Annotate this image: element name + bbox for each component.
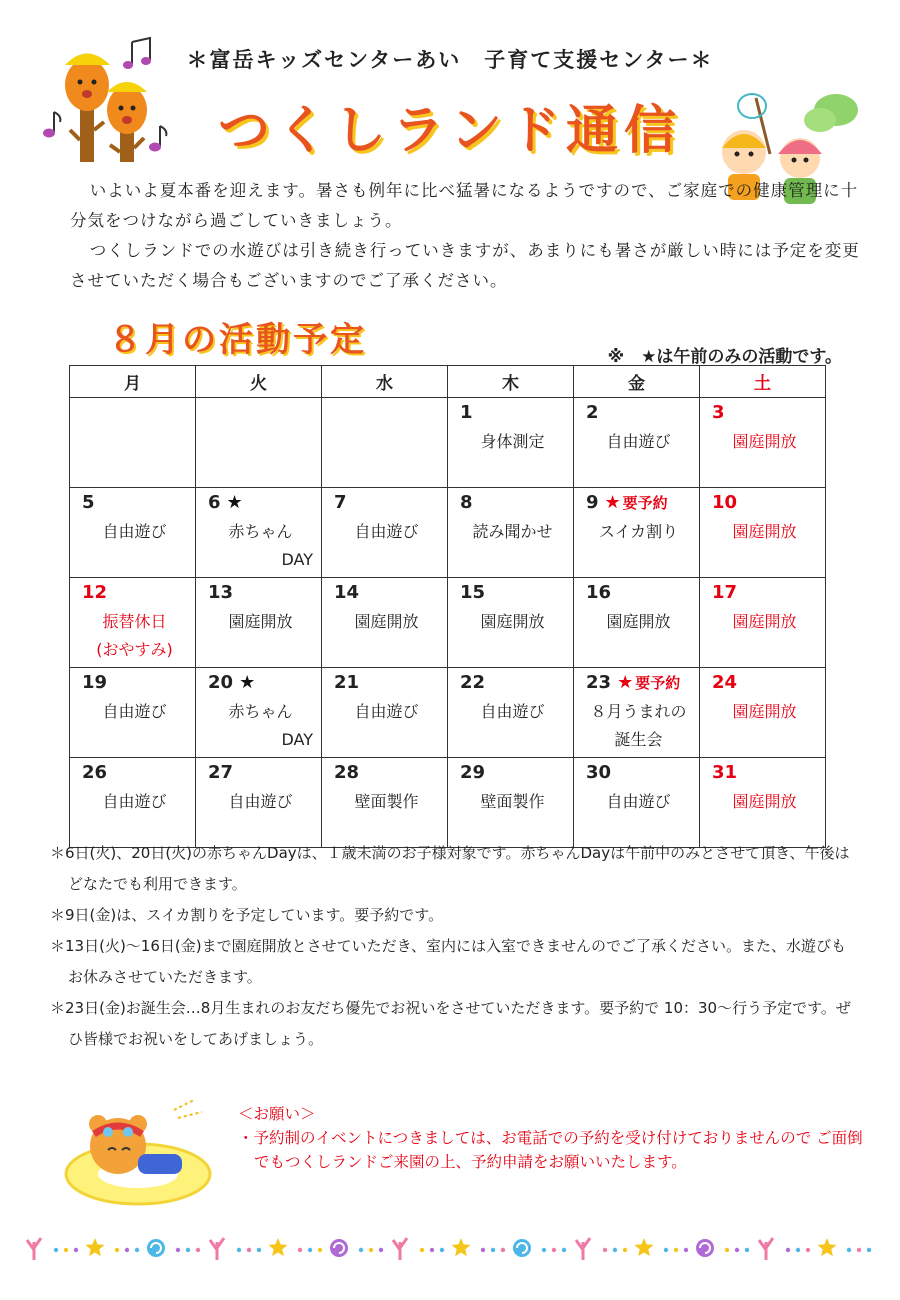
bubble-dot (186, 1248, 190, 1252)
calendar-day-cell (322, 578, 448, 668)
day-line (82, 582, 187, 608)
calendar-body (70, 398, 826, 848)
star-icon: ★ (604, 492, 621, 513)
bubble-dot (115, 1248, 119, 1252)
day-line (208, 492, 313, 518)
event-label: スイカ割り (598, 522, 679, 541)
calendar-day-cell (322, 398, 448, 488)
notes-section (50, 838, 860, 1055)
event-label: 自由遊び (354, 702, 419, 721)
calendar-day-cell (700, 488, 826, 578)
event-label: 壁面製作 (354, 792, 419, 811)
event-label: 園庭開放 (732, 432, 797, 451)
bubble-dot (857, 1248, 861, 1252)
day-line (82, 492, 187, 518)
day-number: 29 (460, 762, 486, 783)
bubble-dot (562, 1248, 566, 1252)
event-label-continued: (おやすみ) (96, 640, 173, 659)
day-line (460, 672, 565, 698)
bubble-dot (318, 1248, 322, 1252)
day-line (208, 762, 313, 788)
day-line (208, 672, 313, 698)
request-title: ＜お願い＞ (238, 1105, 316, 1123)
bubble-dot (806, 1248, 810, 1252)
day-number: 14 (334, 582, 360, 603)
starfish-icon (635, 1238, 654, 1256)
coral-icon (393, 1238, 407, 1260)
bubble-dot (745, 1248, 749, 1252)
event-label: 赤ちゃん (228, 522, 293, 541)
schedule-heading: ８月の活動予定 (108, 320, 367, 360)
event-label: ８月うまれの (590, 702, 687, 721)
calendar-day-cell (70, 668, 196, 758)
intro-text (70, 176, 860, 296)
bubble-dot (359, 1248, 363, 1252)
bubble-dot (64, 1248, 68, 1252)
bubble-dot (725, 1248, 729, 1252)
event-label-continued: DAY (281, 730, 313, 749)
star-icon: ★ (226, 492, 243, 513)
day-line (208, 402, 313, 428)
day-number: 7 (334, 492, 347, 513)
event-label: 自由遊び (606, 792, 671, 811)
event-label: 園庭開放 (732, 702, 797, 721)
bubble-dot (196, 1248, 200, 1252)
event-label: 園庭開放 (732, 612, 797, 631)
note-item: ＊6日(火)、20日(火)の赤ちゃんDayは、１歳未満のお子様対象です。赤ちゃんDayは午前中のみとさせて頂き、午後はどなたでも利用できます。 (50, 844, 850, 893)
day-line (712, 672, 817, 698)
calendar-day-cell (196, 668, 322, 758)
calendar-day-cell (70, 488, 196, 578)
note-item: ＊13日(火)～16日(金)まで園庭開放とさせていただき、室内には入室できませんのでご了承ください。また、水遊びもお休みさせていただきます。 (50, 937, 846, 986)
bubble-dot (369, 1248, 373, 1252)
bubble-dot (796, 1248, 800, 1252)
star-icon: ★ (617, 672, 634, 693)
day-number: 10 (712, 492, 738, 513)
day-line (82, 402, 187, 428)
calendar-day-cell (322, 758, 448, 848)
day-number: 2 (586, 402, 599, 423)
calendar-day-cell (574, 488, 700, 578)
event-label: 読み聞かせ (472, 522, 553, 541)
note-item: ＊9日(金)は、スイカ割りを予定しています。要予約です。 (50, 906, 444, 924)
calendar-day-cell (448, 488, 574, 578)
calendar-day-cell (196, 758, 322, 848)
event-label: 園庭開放 (354, 612, 419, 631)
bubble-dot (664, 1248, 668, 1252)
day-line (334, 762, 439, 788)
day-number: 16 (586, 582, 612, 603)
bubble-dot (491, 1248, 495, 1252)
day-line (586, 762, 691, 788)
bubble-dot (613, 1248, 617, 1252)
coral-icon (759, 1238, 773, 1260)
starfish-icon (269, 1238, 288, 1256)
day-line (460, 402, 565, 428)
event-label: 自由遊び (480, 702, 545, 721)
bubble-dot (135, 1248, 139, 1252)
starfish-icon (818, 1238, 837, 1256)
bubble-dot (74, 1248, 78, 1252)
coral-icon (576, 1238, 590, 1260)
event-label: 自由遊び (228, 792, 293, 811)
day-line (82, 672, 187, 698)
event-label: 自由遊び (354, 522, 419, 541)
seashell-icon (147, 1239, 165, 1257)
calendar-day-cell (574, 578, 700, 668)
seashell-icon (330, 1239, 348, 1257)
calendar-day-cell (700, 758, 826, 848)
reservation-required-label: 要予約 (635, 674, 681, 692)
request-section (234, 1102, 874, 1174)
seashell-icon (696, 1239, 714, 1257)
calendar-week-row (70, 488, 826, 578)
day-line (586, 402, 691, 428)
bubble-dot (623, 1248, 627, 1252)
note-item: ＊23日(金)お誕生会…8月生まれのお友だち優先でお祝いをさせていただきます。要予約で 10：30～行う予定です。ぜひ皆様でお祝いをしてあげましょう。 (50, 999, 851, 1048)
day-number: 15 (460, 582, 486, 603)
event-label: 赤ちゃん (228, 702, 293, 721)
bubble-dot (420, 1248, 424, 1252)
calendar-day-cell (574, 668, 700, 758)
calendar-week-row (70, 398, 826, 488)
calendar-week-row (70, 668, 826, 758)
calendar-day-cell (574, 398, 700, 488)
bubble-dot (237, 1248, 241, 1252)
bubble-dot (176, 1248, 180, 1252)
day-line (82, 762, 187, 788)
event-label: 自由遊び (102, 792, 167, 811)
calendar-day-cell (448, 668, 574, 758)
weekday-header: 月 (70, 366, 196, 398)
day-number: 12 (82, 582, 108, 603)
day-number: 30 (586, 762, 612, 783)
bubble-dot (257, 1248, 261, 1252)
star-legend: ※ ★は午前のみの活動です。 (607, 347, 842, 367)
bubble-dot (735, 1248, 739, 1252)
calendar-week-row (70, 578, 826, 668)
event-label-continued: DAY (281, 550, 313, 569)
calendar-day-cell (196, 398, 322, 488)
day-number: 20 (208, 672, 234, 693)
day-line (586, 672, 691, 698)
coral-icon (27, 1238, 41, 1260)
day-number: 23 (586, 672, 612, 693)
calendar-day-cell (70, 578, 196, 668)
weekday-header: 金 (574, 366, 700, 398)
bubble-dot (603, 1248, 607, 1252)
bubble-dot (481, 1248, 485, 1252)
seashell-icon (513, 1239, 531, 1257)
day-number: 3 (712, 402, 725, 423)
weekday-header: 木 (448, 366, 574, 398)
calendar-day-cell (448, 398, 574, 488)
calendar-day-cell (70, 398, 196, 488)
day-line (586, 582, 691, 608)
day-line (712, 762, 817, 788)
weekday-header: 土 (700, 366, 826, 398)
bubble-dot (54, 1248, 58, 1252)
event-label: 園庭開放 (228, 612, 293, 631)
day-number: 24 (712, 672, 738, 693)
calendar-day-cell (700, 578, 826, 668)
event-label: 自由遊び (102, 702, 167, 721)
event-label: 身体測定 (480, 432, 545, 451)
day-line (460, 762, 565, 788)
day-number: 13 (208, 582, 234, 603)
calendar-day-cell (196, 488, 322, 578)
day-line (586, 492, 691, 518)
day-line (334, 582, 439, 608)
bubble-dot (440, 1248, 444, 1252)
day-line (334, 402, 439, 428)
day-line (334, 492, 439, 518)
day-number: 21 (334, 672, 360, 693)
bubble-dot (684, 1248, 688, 1252)
bubble-dot (786, 1248, 790, 1252)
day-number: 19 (82, 672, 108, 693)
calendar-day-cell (196, 578, 322, 668)
weekday-header-row (70, 366, 826, 398)
coral-icon (210, 1238, 224, 1260)
calendar-day-cell (322, 488, 448, 578)
event-label: 園庭開放 (480, 612, 545, 631)
bubble-dot (501, 1248, 505, 1252)
intro-paragraph: つくしランドでの水遊びは引き続き行っていきますが、あまりにも暑さが厳しい時には予定を変更させていただく場合もございますのでご了承ください。 (70, 241, 860, 290)
seashell-border-icon (20, 1228, 880, 1268)
calendar-day-cell (448, 578, 574, 668)
day-line (712, 582, 817, 608)
bubble-dot (308, 1248, 312, 1252)
activity-calendar (69, 365, 826, 848)
bubble-dot (542, 1248, 546, 1252)
calendar-week-row (70, 758, 826, 848)
bubble-dot (298, 1248, 302, 1252)
day-number: 5 (82, 492, 95, 513)
day-number: 8 (460, 492, 473, 513)
bubble-dot (379, 1248, 383, 1252)
calendar-day-cell (574, 758, 700, 848)
day-number: 17 (712, 582, 738, 603)
starfish-icon (86, 1238, 105, 1256)
event-label: 園庭開放 (606, 612, 671, 631)
calendar-day-cell (700, 668, 826, 758)
day-number: 22 (460, 672, 486, 693)
bubble-dot (125, 1248, 129, 1252)
event-label-continued: 誕生会 (614, 730, 663, 749)
day-number: 1 (460, 402, 473, 423)
day-number: 26 (82, 762, 108, 783)
event-label: 園庭開放 (732, 522, 797, 541)
newsletter-title: つくしランド通信 (217, 101, 682, 161)
calendar-day-cell (448, 758, 574, 848)
bubble-dot (847, 1248, 851, 1252)
day-line (460, 492, 565, 518)
day-line (460, 582, 565, 608)
calendar-day-cell (70, 758, 196, 848)
weekday-header: 水 (322, 366, 448, 398)
event-label: 園庭開放 (732, 792, 797, 811)
event-label: 壁面製作 (480, 792, 545, 811)
day-number: 6 (208, 492, 221, 513)
bubble-dot (247, 1248, 251, 1252)
star-icon: ★ (239, 672, 256, 693)
day-number: 9 (586, 492, 599, 513)
event-label: 自由遊び (102, 522, 167, 541)
day-number: 31 (712, 762, 738, 783)
day-line (712, 402, 817, 428)
day-line (208, 582, 313, 608)
calendar-day-cell (700, 398, 826, 488)
event-label: 自由遊び (606, 432, 671, 451)
weekday-header: 火 (196, 366, 322, 398)
bubble-dot (867, 1248, 871, 1252)
day-line (712, 492, 817, 518)
reservation-required-label: 要予約 (622, 494, 668, 512)
request-body: ・予約制のイベントにつきましては、お電話での予約を受け付けておりませんので ご面倒でもつくしランドご来園の上、予約申請をお願いいたします。 (238, 1129, 863, 1171)
center-name: ＊富岳キッズセンターあい 子育て支援センター＊ (186, 48, 714, 72)
bubble-dot (674, 1248, 678, 1252)
intro-paragraph: いよいよ夏本番を迎えます。暑さも例年に比べ猛暑になるようですので、ご家庭での健康管理に十分気をつけながら過ごしていきましょう。 (70, 181, 859, 230)
starfish-icon (452, 1238, 471, 1256)
day-number: 28 (334, 762, 360, 783)
swimming-bear-icon (56, 1092, 216, 1212)
day-number: 27 (208, 762, 234, 783)
bubble-dot (430, 1248, 434, 1252)
event-label: 振替休日 (102, 612, 167, 631)
calendar-day-cell (322, 668, 448, 758)
day-line (334, 672, 439, 698)
bubble-dot (552, 1248, 556, 1252)
